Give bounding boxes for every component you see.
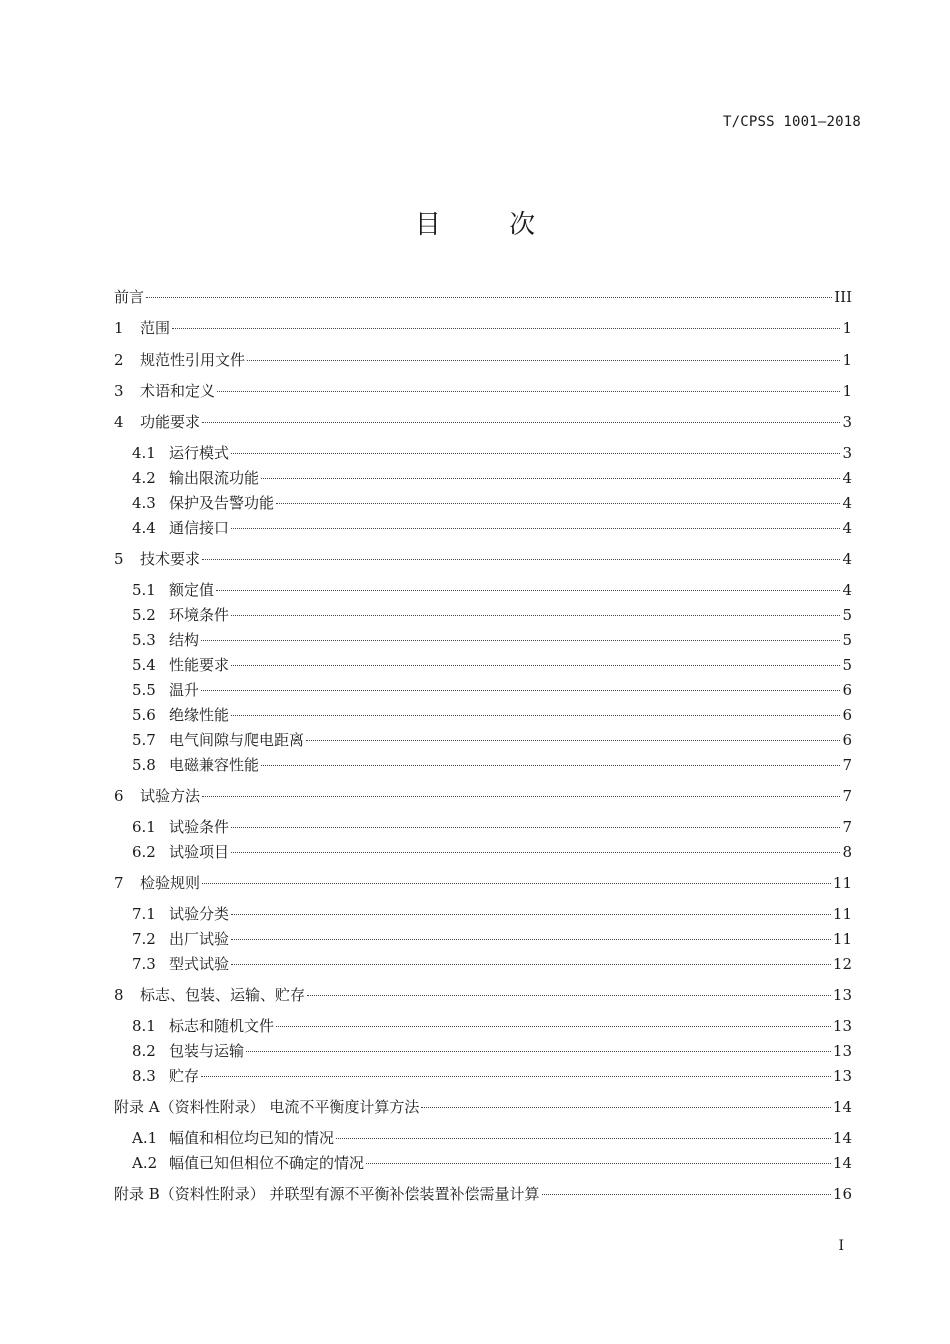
- toc-entry-number: 4.4: [132, 519, 156, 537]
- toc-entry-page: 3: [842, 444, 852, 462]
- toc-entry-label: 幅值和相位均已知的情况: [169, 1129, 335, 1147]
- toc-entry-number: 5: [114, 550, 124, 568]
- toc-entry-page: 1: [842, 351, 852, 369]
- toc-dot-leader: [231, 851, 840, 853]
- toc-entry[interactable]: [114, 287, 852, 307]
- toc-entry-page: 13: [832, 986, 852, 1004]
- toc-entry-label: 试验项目: [169, 843, 230, 861]
- toc-entry-label: 运行模式: [169, 444, 230, 462]
- toc-dot-leader: [202, 421, 840, 423]
- toc-entry-number: 5.7: [132, 731, 156, 749]
- toc-entry-label: 贮存: [169, 1067, 200, 1085]
- toc-entry[interactable]: [132, 605, 852, 625]
- toc-entry-label: 试验分类: [169, 905, 230, 923]
- toc-entry-label: 温升: [169, 681, 200, 699]
- toc-entry-number: 5.8: [132, 756, 156, 774]
- toc-entry-page: 6: [842, 681, 852, 699]
- toc-entry-label: 技术要求: [140, 550, 201, 568]
- toc-dot-leader: [231, 664, 840, 666]
- toc-entry-label: 规范性引用文件: [140, 351, 246, 369]
- toc-entry-number: 5.3: [132, 631, 156, 649]
- toc-entry-label: 功能要求: [140, 413, 201, 431]
- toc-entry[interactable]: [132, 1128, 852, 1148]
- toc-entry[interactable]: [132, 630, 852, 650]
- toc-entry-number: 4.3: [132, 494, 156, 512]
- toc-entry-page: 13: [832, 1042, 852, 1060]
- toc-entry-label: 输出限流功能: [169, 469, 260, 487]
- toc-entry[interactable]: [114, 350, 852, 370]
- toc-entry-label: 附录 A（资料性附录） 电流不平衡度计算方法: [114, 1098, 420, 1116]
- toc-dot-leader: [201, 639, 840, 641]
- toc-entry[interactable]: [132, 842, 852, 862]
- toc-entry[interactable]: [114, 549, 852, 569]
- toc-entry-label: 电气间隙与爬电距离: [169, 731, 305, 749]
- toc-entry-page: 5: [842, 656, 852, 674]
- toc-entry[interactable]: [132, 1066, 852, 1086]
- toc-dot-leader: [231, 913, 831, 915]
- toc-entry-label: 保护及告警功能: [169, 494, 275, 512]
- toc-entry-number: 4.1: [132, 444, 156, 462]
- toc-entry-label: 额定值: [169, 581, 215, 599]
- toc-dot-leader: [276, 1025, 831, 1027]
- toc-entry-page: 13: [832, 1067, 852, 1085]
- toc-entry-page: 14: [832, 1129, 852, 1147]
- toc-dot-leader: [366, 1162, 831, 1164]
- toc-entry-page: 4: [842, 494, 852, 512]
- toc-dot-leader: [231, 527, 840, 529]
- toc-entry-page: 7: [842, 756, 852, 774]
- toc-dot-leader: [276, 502, 840, 504]
- toc-entry[interactable]: [132, 817, 852, 837]
- toc-entry[interactable]: [132, 580, 852, 600]
- toc-entry[interactable]: [132, 929, 852, 949]
- toc-entry[interactable]: [132, 680, 852, 700]
- toc-entry-page: 6: [842, 706, 852, 724]
- toc-title: 目 次: [414, 210, 566, 240]
- toc-entry[interactable]: [132, 1016, 852, 1036]
- toc-entry-number: 8.2: [132, 1042, 156, 1060]
- toc-entry-label: 试验方法: [140, 787, 201, 805]
- toc-entry-label: 包装与运输: [169, 1042, 245, 1060]
- toc-entry-number: 8.3: [132, 1067, 156, 1085]
- toc-dot-leader: [336, 1137, 831, 1139]
- toc-dot-leader: [306, 739, 840, 741]
- toc-entry[interactable]: [114, 786, 852, 806]
- toc-dot-leader: [201, 1075, 831, 1077]
- toc-entry-number: 4: [114, 413, 124, 431]
- toc-entry-page: 4: [842, 519, 852, 537]
- toc-entry-page: 16: [832, 1185, 852, 1203]
- toc-dot-leader: [261, 477, 840, 479]
- toc-entry-label: 试验条件: [169, 818, 230, 836]
- toc-dot-leader: [231, 826, 840, 828]
- toc-entry-page: 5: [842, 606, 852, 624]
- toc-entry-label: 检验规则: [140, 874, 201, 892]
- toc-dot-leader: [202, 558, 840, 560]
- toc-entry-number: 7.3: [132, 955, 156, 973]
- toc-dot-leader: [231, 938, 831, 940]
- toc-entry-page: 4: [842, 581, 852, 599]
- toc-dot-leader: [217, 390, 840, 392]
- toc-entry-page: 4: [842, 550, 852, 568]
- toc-dot-leader: [172, 327, 840, 329]
- toc-entry-page: 1: [842, 382, 852, 400]
- toc-entry-page: 6: [842, 731, 852, 749]
- page-number: I: [838, 1238, 844, 1254]
- toc-entry[interactable]: [132, 493, 852, 513]
- toc-entry-number: 5.4: [132, 656, 156, 674]
- toc-entry-number: 6.2: [132, 843, 156, 861]
- toc-dot-leader: [216, 589, 840, 591]
- toc-entry[interactable]: [114, 873, 852, 893]
- toc-entry-label: 电磁兼容性能: [169, 756, 260, 774]
- toc-entry-number: A.1: [132, 1129, 158, 1147]
- toc-entry-page: 11: [832, 930, 852, 948]
- toc-entry-label: 术语和定义: [140, 382, 216, 400]
- toc-entry-label: 标志和随机文件: [169, 1017, 275, 1035]
- toc-entry[interactable]: [132, 655, 852, 675]
- toc-entry[interactable]: [114, 1097, 852, 1117]
- toc-dot-leader: [246, 1050, 831, 1052]
- toc-entry[interactable]: [132, 1041, 852, 1061]
- toc-entry[interactable]: [132, 755, 852, 775]
- toc-dot-leader: [247, 359, 840, 361]
- toc-entry-page: 14: [832, 1098, 852, 1116]
- toc-entry-number: 4.2: [132, 469, 156, 487]
- toc-entry-number: A.2: [132, 1154, 158, 1172]
- toc-entry-number: 2: [114, 351, 124, 369]
- toc-entry-page: 7: [842, 818, 852, 836]
- toc-entry-number: 6: [114, 787, 124, 805]
- toc-entry-label: 前言: [114, 288, 145, 306]
- toc-entry-number: 8.1: [132, 1017, 156, 1035]
- toc-dot-leader: [421, 1106, 831, 1108]
- toc-entry-label: 通信接口: [169, 519, 230, 537]
- toc-dot-leader: [146, 296, 832, 298]
- toc-dot-leader: [231, 614, 840, 616]
- toc-entry-label: 出厂试验: [169, 930, 230, 948]
- standard-number: T/CPSS 1001—2018: [722, 114, 861, 130]
- toc-entry-label: 环境条件: [169, 606, 230, 624]
- toc-dot-leader: [231, 714, 840, 716]
- toc-dot-leader: [231, 963, 831, 965]
- toc-entry-number: 6.1: [132, 818, 156, 836]
- toc-dot-leader: [542, 1193, 831, 1195]
- toc-entry[interactable]: [132, 468, 852, 488]
- toc-entry-label: 幅值已知但相位不确定的情况: [169, 1154, 365, 1172]
- toc-entry[interactable]: [114, 412, 852, 432]
- toc-dot-leader: [261, 764, 840, 766]
- toc-entry[interactable]: [132, 904, 852, 924]
- toc-entry-label: 绝缘性能: [169, 706, 230, 724]
- toc-entry[interactable]: [132, 730, 852, 750]
- toc-entry-page: 1: [842, 319, 852, 337]
- toc-entry[interactable]: [132, 954, 852, 974]
- toc-dot-leader: [202, 795, 840, 797]
- toc-entry-number: 5.6: [132, 706, 156, 724]
- toc-entry-number: 1: [114, 319, 124, 337]
- toc-dot-leader: [201, 689, 840, 691]
- toc-dot-leader: [231, 452, 840, 454]
- toc-entry-label: 附录 B（资料性附录） 并联型有源不平衡补偿装置补偿需量计算: [114, 1185, 540, 1203]
- toc-entry-page: 14: [832, 1154, 852, 1172]
- toc-entry-number: 5.5: [132, 681, 156, 699]
- toc-entry[interactable]: [132, 518, 852, 538]
- toc-entry[interactable]: [114, 1184, 852, 1204]
- toc-entry-label: 结构: [169, 631, 200, 649]
- toc-entry[interactable]: [114, 318, 852, 338]
- toc-entry-page: III: [834, 288, 852, 306]
- toc-entry[interactable]: [132, 705, 852, 725]
- toc-entry-label: 性能要求: [169, 656, 230, 674]
- toc-entry-number: 3: [114, 382, 124, 400]
- toc-entry-page: 12: [832, 955, 852, 973]
- toc-entry[interactable]: [114, 381, 852, 401]
- toc-entry-page: 13: [832, 1017, 852, 1035]
- toc-entry[interactable]: [132, 443, 852, 463]
- toc-entry-number: 7.2: [132, 930, 156, 948]
- toc-entry-page: 3: [842, 413, 852, 431]
- toc-entry-number: 5.2: [132, 606, 156, 624]
- toc-entry-label: 标志、包装、运输、贮存: [140, 986, 306, 1004]
- toc-dot-leader: [202, 882, 831, 884]
- toc-entry-page: 5: [842, 631, 852, 649]
- toc-entry-page: 8: [842, 843, 852, 861]
- toc-entry-number: 7.1: [132, 905, 156, 923]
- toc-entry-page: 11: [832, 874, 852, 892]
- toc-entry-number: 5.1: [132, 581, 156, 599]
- toc-entry[interactable]: [114, 985, 852, 1005]
- toc-entry-label: 型式试验: [169, 955, 230, 973]
- toc-entry-label: 范围: [140, 319, 171, 337]
- toc-entry-page: 11: [832, 905, 852, 923]
- toc-entry-number: 7: [114, 874, 124, 892]
- toc-entry-number: 8: [114, 986, 124, 1004]
- toc-dot-leader: [307, 994, 831, 996]
- toc-entry[interactable]: [132, 1153, 852, 1173]
- toc-entry-page: 7: [842, 787, 852, 805]
- toc-entry-page: 4: [842, 469, 852, 487]
